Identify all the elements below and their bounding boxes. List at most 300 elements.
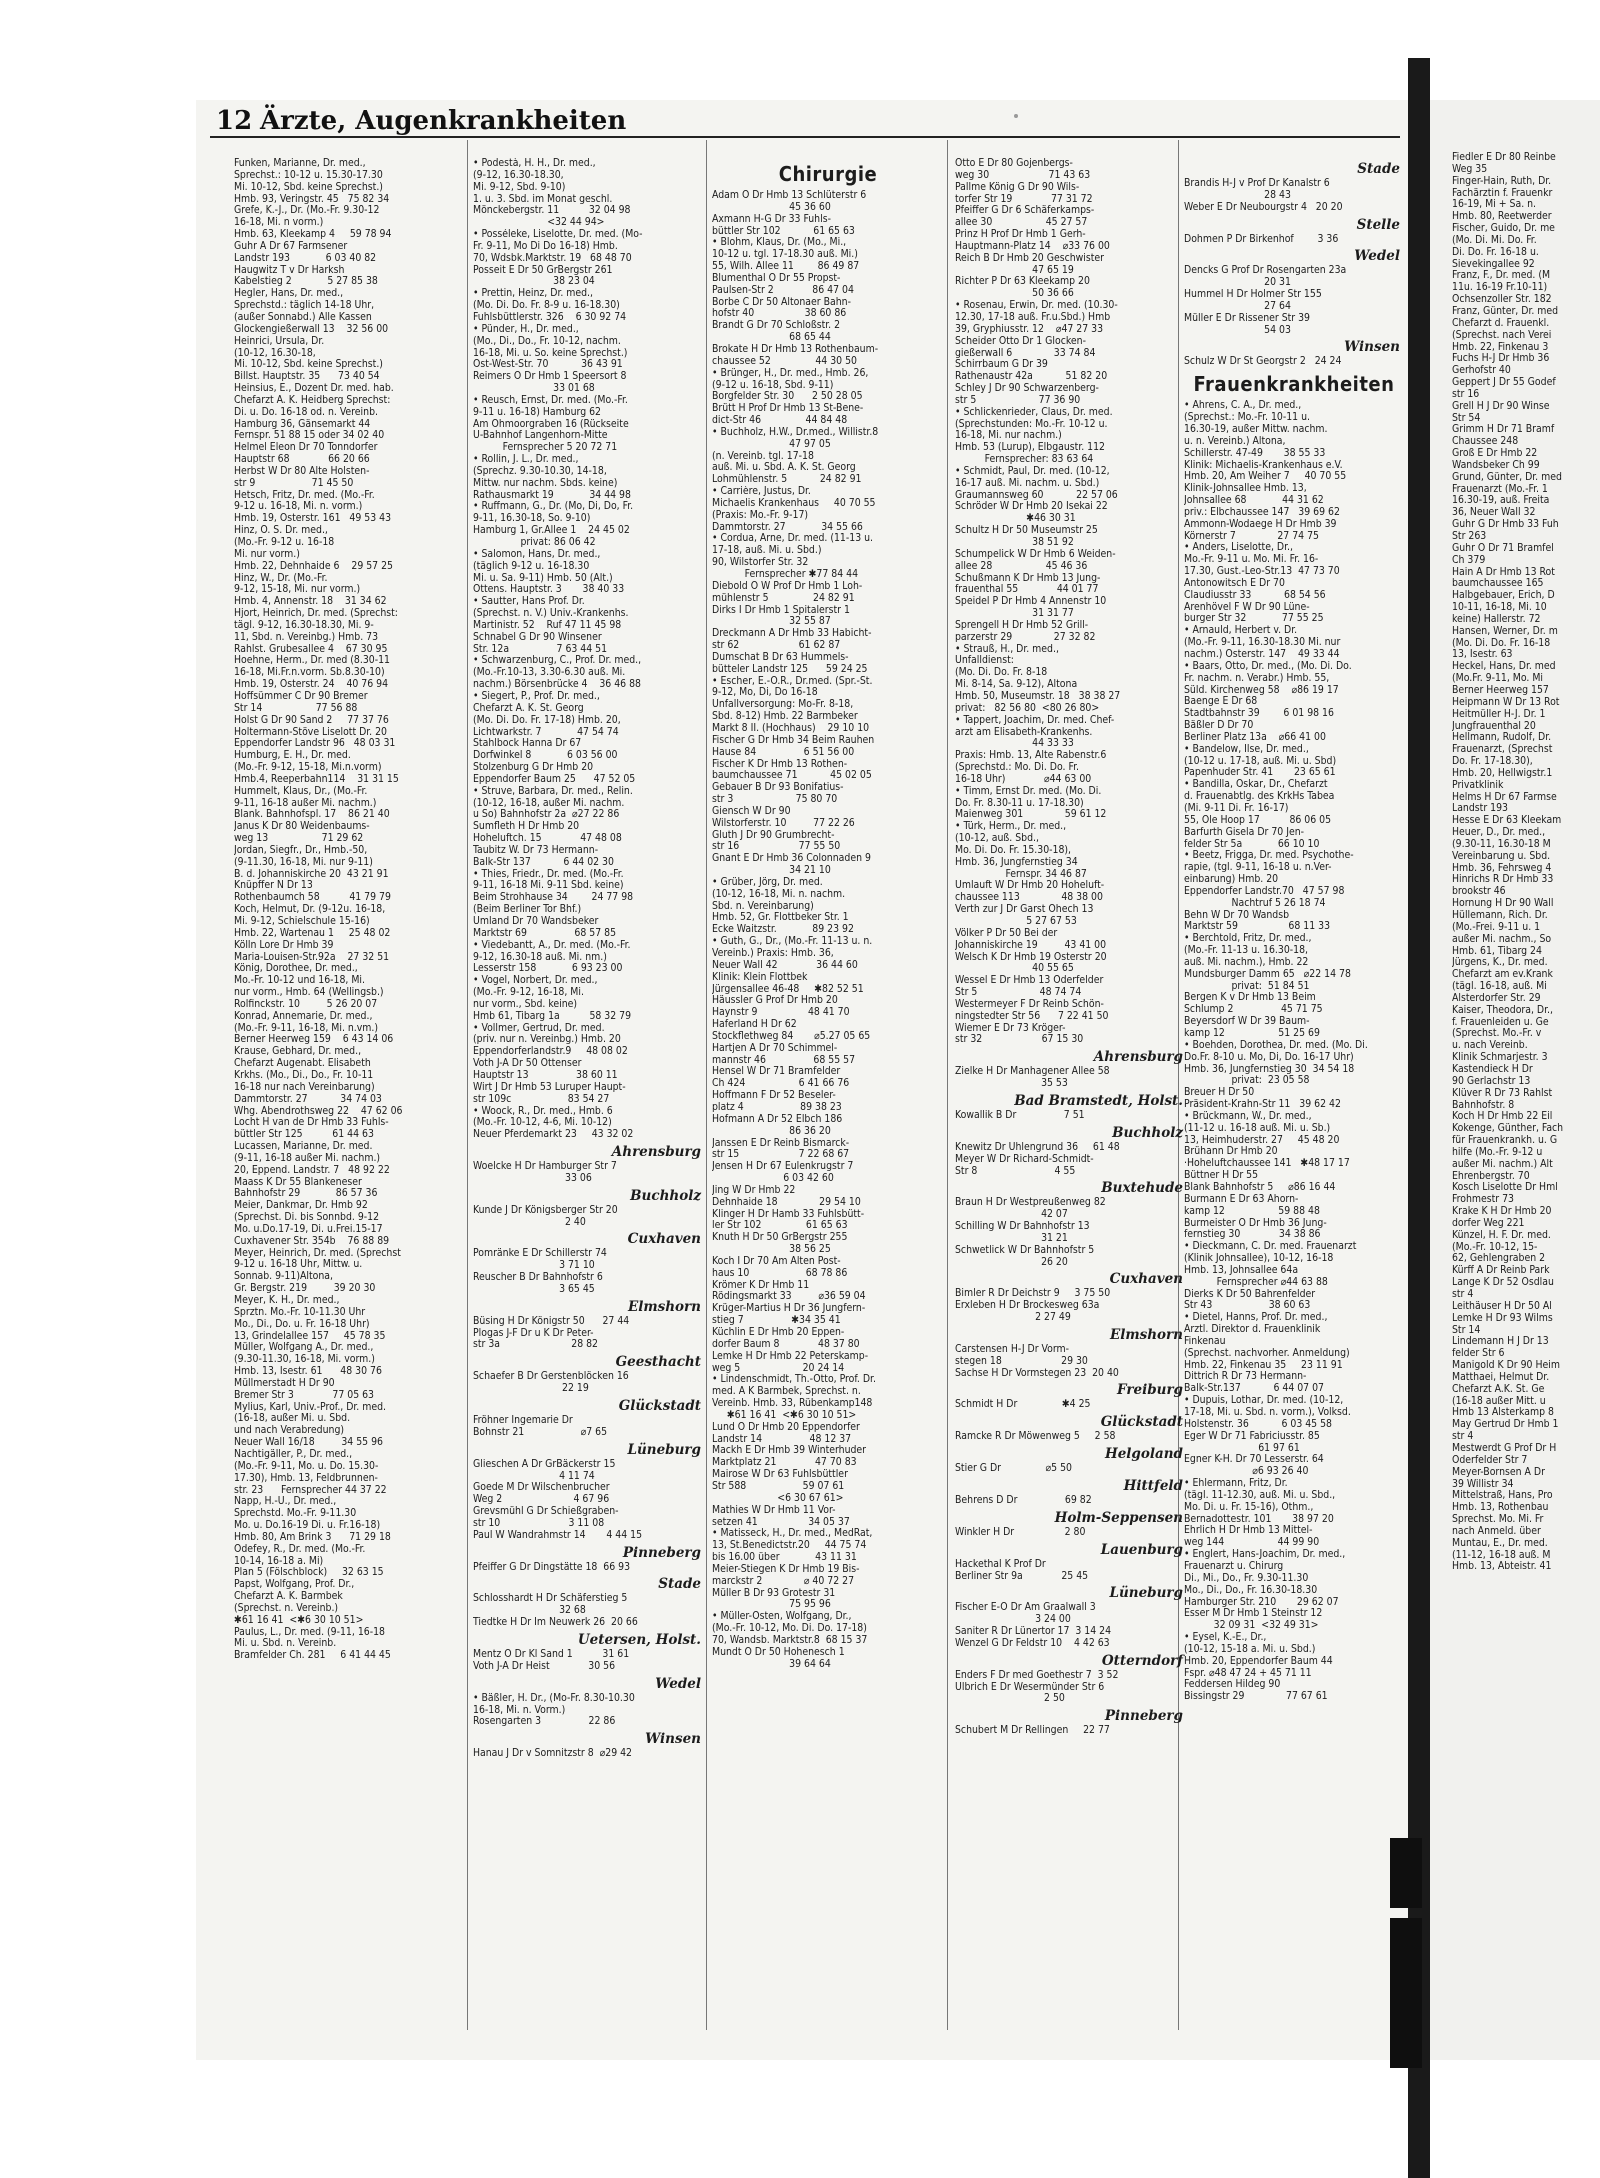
listing-line: Hmb. 19, Osterstr. 161 49 53 43 [234,513,392,525]
listing-line: (Mo.-Frei. 9-11 u. 1 [1452,921,1541,933]
listing-line: Dierks K Dr 50 Bahrenfelder [1184,1288,1316,1300]
listing-line: Bremer Str 3 77 05 63 [234,1389,374,1401]
column-rule [947,140,948,2030]
listing-line: privat: 23 05 58 [1184,1075,1310,1087]
listing-line: Kürff A Dr Reinb Park [1452,1265,1550,1277]
listing-line: 2 40 [473,1216,586,1228]
listing-line: Fernspr. 34 46 87 [955,868,1087,880]
listing-line: Prinz H Prof Dr Hmb 1 Gerh- [955,229,1086,241]
listing-line: Rathenaustr 42a 51 82 20 [955,371,1108,383]
listing-line: priv.: Elbchaussee 147 39 69 62 [1184,506,1340,518]
listing-line: und nach Verabredung) [234,1425,345,1437]
listing-line: Sprechst.: 10-12 u. 15.30-17.30 [234,169,383,181]
listing-line: ✱61 16 41 <✱6 30 10 51> [234,1614,364,1626]
listing-line: Kokenge, Günther, Fach [1452,1123,1564,1135]
listing-line: Pomränke E Dr Schillerstr 74 [473,1248,607,1260]
listing-line: Sachse H Dr Vormstegen 23 20 40 [955,1367,1119,1379]
listing-line: Hmb.4, Reeperbahn114 31 31 15 [234,773,399,785]
listing-line: 16-18 Uhr) ⌀44 63 00 [955,773,1092,785]
listing-line: Hmb. 53 (Lurup), Elbgaustr. 112 [955,442,1105,454]
listing-line: Chefarzt A. K. Heidberg Sprechst: [234,394,391,406]
listing-line: Heuer, D., Dr. med., [1452,827,1546,839]
listing-line: Bahnhofstr. 8 [1452,1099,1515,1111]
listing-line: Hmb. 20, Hellwigstr.1 [1452,767,1553,779]
listing-line: hofstr 40 38 60 86 [712,308,847,320]
listing-line: Reich B Dr Hmb 20 Geschwister [955,252,1105,264]
listing-line: Mestwerdt G Prof Dr H [1452,1442,1557,1454]
listing-line: Humburg, E. H., Dr. med. [234,750,351,762]
listing-line: (Mo. Di. Do. Fr. 17-18) Hmb. 20, [473,714,621,726]
column-rule [706,140,707,2030]
listing-line: • Vollmer, Gertrud, Dr. med. [473,1022,605,1034]
listing-line: Sprechstd. Mo.-Fr. 9-11.30 [234,1508,357,1520]
listing-line: 12.30, 17-18 auß. Fr.u.Sbd.) Hmb [955,311,1111,323]
place-heading: Ahrensburg [611,1144,701,1161]
listing-line: (Sprechstd.: Mo. Di. Do. Fr. [955,762,1079,774]
listing-line: Hmb. 13, Abteistr. 41 [1452,1561,1552,1573]
listing-line: Johnsallee 68 44 31 62 [1184,495,1324,507]
listing-line: • Anders, Liselotte, Dr., [1184,542,1293,554]
listing-line: büttler Str 102 61 65 63 [712,225,855,237]
listing-line: brookstr 46 [1452,886,1506,898]
listing-line: Johanniskirche 19 43 41 00 [955,939,1107,951]
listing-line: (Mo., Di., Do., Fr. 10-12, nachm. [473,335,621,347]
listing-line: 90, Wilstorfer Str. 32 [712,557,809,569]
listing-line: Fernsprecher 5 20 72 71 [473,442,618,454]
listing-line: 10-12 u. tgl. 17-18.30 auß. Mi.) [712,249,858,261]
listing-line: Haugwitz T v Dr Harksh [234,264,345,276]
listing-line: Dohmen P Dr Birkenhof 3 36 [1184,233,1339,245]
listing-line: für Frauenkrankh. u. G [1452,1135,1558,1147]
listing-line: • Boehden, Dorothea, Dr. med. (Mo. Di. [1184,1039,1368,1051]
listing-line: Hamburg 36, Gänsemarkt 44 [234,418,371,430]
facing-page [1430,100,1600,2060]
listing-line: (täglich 9-12 u. 16-18.30 [473,560,590,572]
listing-line: Krause, Gebhard, Dr. med., [234,1046,362,1058]
listing-line: Weg 35 [1452,163,1488,175]
listing-line: Str 8 4 55 [955,1165,1076,1177]
listing-line: (Praxis: Mo.-Fr. 9-17) [712,509,809,521]
listing-line: Schillerstr. 47-49 38 55 33 [1184,447,1326,459]
listing-line: Chefarzt am ev.Krank [1452,969,1553,981]
listing-line: Rothenbaumch 58 41 79 79 [234,892,391,904]
listing-line: Müller, Wolfgang A., Dr. med., [234,1342,374,1354]
listing-line: • Thies, Friedr., Dr. med. (Mo.-Fr. [473,868,624,880]
listing-line: • Rollin, J. L., Dr. med., [473,454,579,466]
place-heading: Cuxhaven [627,1231,701,1248]
listing-line: Brokate H Dr Hmb 13 Rothenbaum- [712,343,879,355]
listing-line: 9-12 u. 16-18 Uhr, Mittw. u. [234,1259,363,1271]
listing-line: Mentz O Dr Kl Sand 1 31 61 [473,1648,630,1660]
listing-line: • Strauß, H., Dr. med., [955,643,1059,655]
listing-line: 33 01 68 [473,383,595,395]
listing-line: 13, Grindelallee 157 45 78 35 [234,1330,386,1342]
listing-line: Unfalldienst: [955,655,1014,667]
listing-line: chaussee 113 48 38 00 [955,892,1103,904]
listing-line: Hmb. 80, Reetwerder [1452,211,1552,223]
listing-line: Fr. nachm. n. Verabr.) Hmb. 55, [1184,672,1330,684]
listing-line: str 5 77 36 90 [955,394,1081,406]
listing-line: Dittrich R Dr 73 Hermann- [1184,1371,1307,1383]
listing-line: Saniter R Dr Lünertor 17 3 14 24 [955,1626,1112,1638]
place-heading: Glückstadt [1100,1414,1183,1431]
listing-line: str 3 75 80 70 [712,794,838,806]
listing-line: 10-14, 16-18 a. Mi) [234,1555,324,1567]
listing-line: Hmb. 4, Annenstr. 18 31 34 62 [234,596,387,608]
listing-line: Graumannsweg 60 22 57 06 [955,489,1118,501]
listing-line: Hamburg 1, Gr.Allee 1 24 45 02 [473,525,630,537]
listing-line: Guhr G Dr Hmb 33 Fuh [1452,519,1559,531]
listing-line: Völker P Dr 50 Bei der [955,927,1058,939]
listing-line: 32 55 87 [712,616,831,628]
facing-page-column [1452,152,1600,2032]
listing-line: setzen 41 34 05 37 [712,1516,850,1528]
listing-line: (9-11.30, 16-18, Mi. nur 9-11) [234,856,373,868]
listing-line: Fernspr. 51 88 15 oder 34 02 40 [234,430,385,442]
listing-line: d. Frauenabtlg. des KrkHs Tabea [1184,791,1335,803]
listing-line: bis 16.00 über 43 11 31 [712,1552,857,1564]
listing-line: • Eysel, K.-E., Dr., [1184,1632,1267,1644]
listing-line: Frauenarzt, (Sprechst [1452,744,1553,756]
page-number: 12 [216,106,253,136]
listing-line: Heinsius, E., Dozent Dr. med. hab. [234,383,394,395]
place-heading: Lauenburg [1100,1541,1183,1558]
listing-line: Winkler H Dr 2 80 [955,1526,1086,1538]
listing-line: Holstenstr. 36 6 03 45 58 [1184,1418,1332,1430]
listing-line: Hummel H Dr Holmer Str 155 [1184,289,1322,301]
listing-line: Künzel, H. F. Dr. med. [1452,1229,1551,1241]
section-heading: Frauenkrankheiten [1193,372,1395,397]
listing-line: Marktplatz 21 47 70 83 [712,1457,857,1469]
column-3 [712,158,944,2038]
listing-line: Küchlin E Dr Hmb 20 Eppen- [712,1327,845,1338]
listing-line: Hmb. 22, Dehnhaide 6 29 57 25 [234,560,393,572]
listing-line: (16-18, außer Mi. u. Sbd. [234,1413,351,1425]
listing-line: Woelcke H Dr Hamburger Str 7 [473,1161,617,1173]
listing-line: 31 21 [955,1232,1068,1244]
listing-line: Maienweg 301 59 61 12 [955,809,1107,821]
listing-line: Str 14 [1452,1324,1481,1336]
listing-line: (Mo. Di. Do. Fr. 16-18 [1452,637,1551,649]
listing-line: 11, Sbd. n. Vereinbg.) Hmb. 73 [234,631,379,643]
listing-line: Grefe, K.-J., Dr. (Mo.-Fr. 9.30-12 [234,205,380,217]
listing-line: Arenhövel F W Dr 90 Lüne- [1184,601,1310,613]
listing-line: 16-18, Mi. nur nachm.) [955,430,1062,442]
listing-line: • Matisseck, H., Dr. med., MedRat, [712,1528,873,1540]
listing-line: Landstr 14 48 12 37 [712,1433,852,1445]
listing-line: Hmb. 36, Fehrsweg 4 [1452,862,1552,874]
listing-line: weg 30 71 43 63 [955,169,1091,181]
listing-line: Lohmühlenstr. 5 24 82 91 [712,474,862,486]
listing-line: Brandis H-J v Prof Dr Kanalstr 6 [1184,178,1330,189]
listing-line: Lucassen, Marianne, Dr. med. [234,1141,373,1153]
listing-line: Schnabel G Dr 90 Winsener [473,631,602,643]
listing-line: 62, Gehlengraben 2 [1452,1253,1546,1265]
listing-line: Ammonn-Wodaege H Dr Hmb 39 [1184,518,1337,530]
listing-line: Mi. nur vorm.) [234,548,300,560]
listing-line: Umland Dr 70 Wandsbeker [473,916,599,927]
listing-line: Müller B Dr 93 Grotestr 31 [712,1587,836,1599]
place-heading: Lüneburg [627,1441,701,1458]
listing-line: • Buchholz, H.W., Dr.med., Willistr.8 [712,426,879,438]
listing-line: Ärztl. Direktor d. Frauenklinik [1184,1324,1321,1336]
listing-line: <32 44 94> [473,217,605,229]
listing-line: Hmb. 93, Veringstr. 45 75 82 34 [234,193,390,205]
listing-line: str 9 71 45 50 [234,477,354,489]
listing-line: Hansen, Werner, Dr. m [1452,625,1558,637]
listing-line: • Schmidt, Paul, Dr. med. (10-12, [955,465,1110,477]
listing-line: (n. Vereinb. tgl. 17-18 [712,450,814,462]
listing-line: dorfer Baum 8 48 37 80 [712,1338,860,1350]
listing-line: Schaefer B Dr Gerstenblöcken 16 [473,1371,629,1383]
listing-line: Sprengell H Dr Hmb 52 Grill- [955,619,1089,631]
listing-line: Lichtwarkstr. 7 47 54 74 [473,726,619,738]
listing-line: Fuchs H-J Dr Hmb 36 [1452,353,1550,365]
listing-line: platz 4 89 38 23 [712,1101,842,1113]
listing-line: Manigold K Dr 90 Heim [1452,1360,1560,1372]
place-heading: Holm-Seppensen [1054,1509,1183,1526]
listing-line: • Salomon, Hans, Dr. med., [473,548,601,560]
listing-line: 39, Gryphiusstr. 12 ⌀47 27 33 [955,323,1104,335]
listing-line: Lund O Dr Hmb 20 Eppendorfer [712,1421,860,1433]
listing-line: Rahlst. Grubesallee 4 67 30 95 [234,643,388,655]
listing-line: 10-11, 16-18, Mi. 10 [1452,602,1547,614]
listing-line: Mo.-Fr. 9-11 u. Mo. Mi. Fr. 16- [1184,554,1319,566]
listing-line: Sbd. n. Vereinbarung) [712,900,814,912]
listing-line: Egner K-H. Dr 70 Lesserstr. 64 [1184,1454,1324,1466]
listing-line: Feddersen Hildeg 90 [1184,1679,1281,1691]
listing-line: (Mo.-Fr. 9-11, 16.30-18.30 Mi. nur [1184,637,1341,649]
listing-line: Billst. Hauptstr. 35 73 40 54 [234,371,380,383]
listing-line: • Lindenschmidt, Th.-Otto, Prof. Dr. [712,1374,876,1386]
listing-line: Behn W Dr 70 Wandsb [1184,909,1290,921]
listing-line: Hoffsümmer C Dr 90 Bremer [234,690,368,702]
listing-line: (Mo.Fr. 9-11, Mo. Mi [1452,673,1544,685]
listing-line: Körnerstr 7 27 74 75 [1184,530,1319,542]
listing-line: Mittw. nur nachm. Sbds. keine) [473,477,618,489]
listing-line: 31 31 77 [955,608,1074,620]
listing-line: 16.30-19, außer Mittw. nachm. [1184,423,1328,435]
place-heading: Wedel [655,1675,701,1692]
listing-line: Lindemann H J Dr 13 [1452,1336,1549,1348]
listing-line: weg 13 71 29 62 [234,833,364,845]
place-heading: Pinneberg [622,1544,701,1561]
listing-line: 61 97 61 [1184,1442,1300,1454]
listing-line: Hoheluftch. 15 47 48 08 [473,833,622,845]
listing-line: 34 21 10 [712,865,831,877]
listing-line: (Mo.-Fr. 10-12, 4-6, Mi. 10-12) [473,1117,612,1129]
listing-line: tägl. 9-12, 16.30-18.30, Mi. 9- [234,619,374,631]
listing-line: Schlump 2 45 71 75 [1184,1004,1323,1016]
listing-line: Mo., Di., Do. u. Fr. 16-18 Uhr) [234,1318,370,1330]
listing-line: Leithäuser H Dr 50 Al [1452,1300,1552,1312]
listing-line: Cuxhavener Str. 354b 76 88 89 [234,1235,390,1247]
place-heading: Ahrensburg [1093,1049,1183,1066]
listing-line: Hmb. 22, Wartenau 1 25 48 02 [234,927,391,939]
listing-line: Di. Do. Fr. 16-18 u. [1452,246,1539,258]
listing-line: König, Dorothee, Dr. med., [234,963,358,975]
place-heading: Glückstadt [618,1398,701,1414]
listing-line: Hauptstr 68 66 20 66 [234,454,370,466]
listing-line: Schilling W Dr Bahnhofstr 13 [955,1221,1090,1233]
listing-line: • Bandilla, Oskar, Dr., Chefarzt [1184,779,1328,791]
column-4 [955,158,1187,2038]
listing-line: (Mo.-Fr. 9-12, 15-18, Mi.n.vorm) [234,762,382,774]
place-heading: Elmshorn [627,1298,701,1315]
listing-line: 9-11, 16-18 außer Mi. nachm.) [234,797,377,809]
listing-line: Stahlbock Hanna Dr 67 [473,738,582,750]
listing-line: Hmb. 22, Finkenau 3 [1452,341,1549,353]
listing-line: Süld. Kirchenweg 58 ⌀86 19 17 [1184,684,1339,696]
listing-line: nachm.) Börsenbrücke 4 36 46 88 [473,679,641,691]
listing-line: 17-18, Mi. u. Sbd. n. vorm.), Volksd. [1184,1407,1351,1418]
listing-line: Hmb 13 Alsterkamp 8 [1452,1407,1554,1419]
listing-line: • Posséleke, Liselotte, Dr. med. (Mo- [473,229,643,241]
listing-line: 6 03 42 60 [712,1173,834,1185]
listing-line: Landstr 193 [1452,803,1508,815]
listing-line: Mi. 9-12, Schielschule 15-16) [234,916,370,927]
listing-line: Fiedler E Dr 80 Reinbe [1452,152,1556,163]
listing-line: Oderfelder Str 7 [1452,1454,1528,1466]
listing-line: Mo. u.Do.17-19, Di. u.Frei.15-17 [234,1223,383,1235]
listing-line: u. n. Vereinb.) Altona, [1184,435,1286,447]
listing-line: ⌀6 93 26 40 [1184,1466,1309,1478]
listing-line: (Mo.-Fr. 9-12, 16-18, Mi. [473,987,584,999]
listing-line: Mundsburger Damm 65 ⌀22 14 78 [1184,968,1351,980]
listing-line: Lemke H Dr 93 Wilms [1452,1312,1553,1324]
listing-line: 9-11, 16.30-18, So. 9-10) [473,513,591,525]
listing-line: (Sprechst. nachvorher. Anmeldung) [1184,1347,1350,1359]
listing-line: Gnant E Dr Hmb 36 Colonnaden 9 [712,853,871,865]
listing-line: U-Bahnhof Langenhorn-Mitte [473,430,608,442]
listing-line: Fröhner Ingemarie Dr [473,1415,573,1426]
column-5 [1184,158,1404,2038]
listing-line: privat: 86 06 42 [473,537,596,548]
listing-line: Koch, Helmut, Dr. (9-12u. 16-18, [234,904,386,916]
listing-line: 5 27 67 53 [955,916,1077,927]
listing-line: Müller E Dr Rissener Str 39 [1184,312,1311,324]
listing-line: Am Ohmoorgraben 16 (Rückseite [473,418,629,430]
listing-line: Jürgensallee 46-48 ✱82 52 51 [712,983,864,995]
listing-line: Büsing H Dr Königstr 50 27 44 [473,1315,630,1327]
listing-line: Hmb. 13, Rothenbau [1452,1502,1549,1514]
listing-line: Mi. 10-12, Sbd. keine Sprechst.) [234,359,383,371]
listing-line: Grell H J Dr 90 Winse [1452,400,1550,412]
listing-line: (Sprechst. n. V.) Univ.-Krankenhs. [473,608,629,620]
listing-line: Krake K H Dr Hmb 20 [1452,1206,1552,1218]
listing-line: Mackh E Dr Hmb 39 Winterhuder [712,1445,867,1457]
listing-line: • Brückmann, W., Dr. med., [1184,1110,1312,1122]
listing-line: Vereinbarung u. Sbd. [1452,850,1551,862]
listing-line: Westermeyer F Dr Reinb Schön- [955,998,1104,1010]
listing-line: ✱46 30 31 [955,513,1076,525]
listing-line: Pfeiffer G Dr Dingstätte 18 66 93 [473,1561,631,1573]
listing-line: 3 24 00 [955,1614,1071,1626]
listing-line: (priv. nur n. Vereinbg.) Hmb. 20 [473,1034,621,1046]
listing-line: Berliner Str 9a 25 45 [955,1570,1089,1582]
listing-line: • Dupuis, Lothar, Dr. med. (10-12, [1184,1395,1344,1407]
listing-line: felder Str 5a 66 10 10 [1184,838,1320,850]
listing-line: 33 06 [473,1172,592,1184]
listing-line: Schußmann K Dr Hmb 13 Jung- [955,572,1101,584]
listing-line: Hmb. 36, Jungfernstieg 34 [955,856,1078,868]
listing-line: med. A K Barmbek, Sprechst. n. [712,1386,861,1398]
listing-line: 3 71 10 [473,1260,595,1272]
listing-line: Eppendorfer Landstr 96 48 03 31 [234,738,396,750]
listing-line: Schwetlick W Dr Bahnhofstr 5 [955,1244,1095,1256]
listing-line: Frauenarzt (Mo.-Fr. 1 [1452,483,1548,495]
listing-line: Berner Heerweg 157 [1452,684,1549,696]
listing-line: baumchaussee 71 45 02 05 [712,770,872,782]
listing-line: (9.30-11.30, 16-18, Mi. vorm.) [234,1354,375,1366]
listing-line: • Escher, E.-O.R., Dr.med. (Spr.-St. [712,675,873,687]
listing-line: Chefarzt d. Frauenkl. [1452,317,1550,329]
listing-line: 13, Isestr. 63 [1452,649,1513,661]
listing-line: • Viedebantt, A., Dr. med. (Mo.-Fr. [473,939,631,951]
listing-line: Muntau, E., Dr. med. [1452,1537,1548,1549]
listing-line: 2 50 [955,1693,1065,1705]
listing-line: Berliner Platz 13a ⌀66 41 00 [1184,731,1326,743]
place-heading: Uetersen, Holst. [577,1631,701,1648]
listing-line: Helmel Eleon Dr 70 Tonndorfer [234,442,378,454]
listing-line: Heitmüller H-J. Dr. 1 [1452,708,1546,720]
listing-line: Hmb. 61, Tibarg 24 [1452,945,1542,957]
listing-line: • Brünger, H., Dr. med., Hmb. 26, [712,367,869,379]
listing-line: Holst G Dr 90 Sand 2 77 37 76 [234,714,389,726]
listing-line: Pfeiffer G Dr 6 Schäferkamps- [955,205,1095,217]
listing-line: Grevsmühl G Dr Schießgraben- [473,1506,619,1518]
listing-line: Janus K Dr 80 Weidenbaums- [234,821,370,833]
listing-line: Fernsprecher ✱77 84 44 [712,569,859,580]
listing-line: Marktstr 69 68 57 85 [473,927,617,939]
listing-line: Grund, Günter, Dr. med [1452,471,1562,483]
listing-line: mannstr 46 68 55 57 [712,1054,856,1066]
listing-line: Speidel P Dr Hmb 4 Annenstr 10 [955,596,1107,608]
listing-line: Kastendieck H Dr [1452,1063,1533,1075]
listing-line: Paul W Wandrahmstr 14 4 44 15 [473,1529,643,1541]
listing-line: auß. Mi. nachm.), Hmb. 22 [1184,956,1309,968]
listing-line: haus 10 68 78 86 [712,1267,848,1279]
listing-line: privat: 82 56 80 <80 26 80> [955,702,1100,714]
listing-line: (16-18 außer Mitt. u [1452,1395,1546,1407]
listing-line: Otto E Dr 80 Gojenbergs- [955,158,1073,169]
listing-line: Hmb. 19, Osterstr. 24 40 76 94 [234,679,389,691]
listing-line: (Mo.-Fr. 9-11, Mo. u. Do. 15.30- [234,1460,379,1472]
listing-line: 38 23 04 [473,276,595,288]
listing-line: Bahnhofstr 29 86 57 36 [234,1188,378,1200]
listing-line: Do. Fr. 8.30-11 u. 17-18.30) [955,797,1084,809]
listing-line: u. nach Vereinb. [1452,1040,1528,1052]
listing-line: Hetsch, Fritz, Dr. med. (Mo.-Fr. [234,489,375,501]
listing-line: Ulbrich E Dr Wesermünder Str 6 [955,1681,1105,1693]
listing-line: str 62 61 62 87 [712,640,841,652]
listing-line: Hain A Dr Hmb 13 Rot [1452,566,1555,578]
listing-line: Holtermann-Stöve Liselott Dr. 20 [234,726,388,738]
place-heading: Winsen [1344,339,1400,356]
section-heading: Chirurgie [778,162,878,186]
listing-line: dict-Str 46 44 84 48 [712,415,848,427]
listing-line: Klinik-Johnsallee Hmb. 13, [1184,483,1307,495]
listing-line: 2 27 49 [955,1312,1071,1324]
listing-line: nachm.) Osterstr. 147 49 33 44 [1184,649,1340,660]
listing-line: Schultz H Dr 50 Museumstr 25 [955,525,1098,537]
listing-line: str 10 3 11 08 [473,1517,605,1529]
listing-line: Papenhuder Str. 41 23 65 61 [1184,767,1336,779]
listing-line: Neuer Wall 42 36 44 60 [712,959,858,971]
listing-line: Chefarzt Augenabt. Elisabeth [234,1058,371,1070]
listing-line: Janssen E Dr Reinb Bismarck- [712,1137,850,1149]
listing-line: (Mo.-Fr. 9-11, 16-18, Mi. n.vm.) [234,1022,379,1034]
